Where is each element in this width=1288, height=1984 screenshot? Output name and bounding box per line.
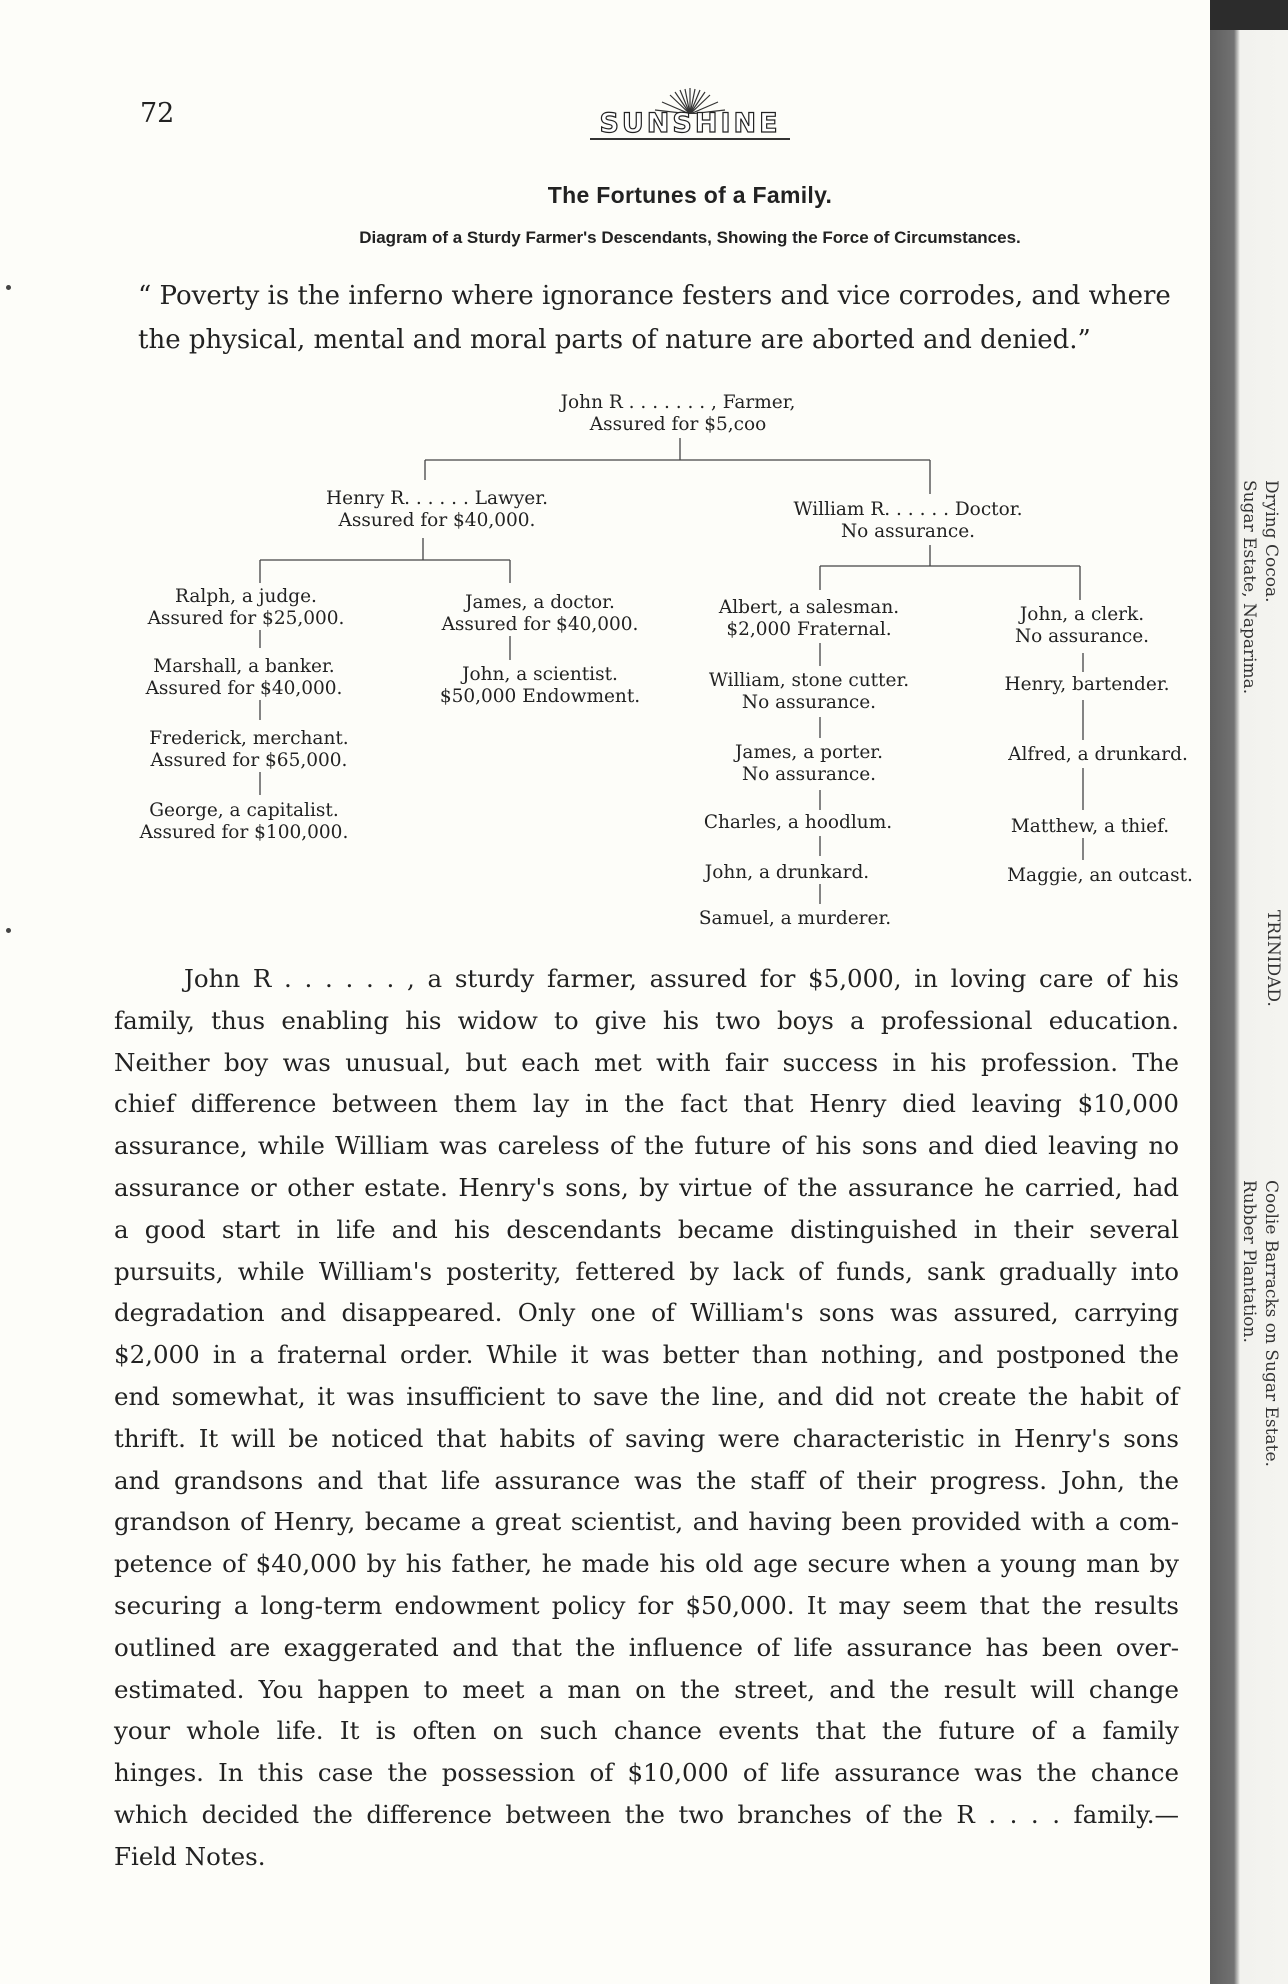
masthead-title: SUNSHINE <box>590 110 790 140</box>
tree-node-john-scientist <box>440 664 640 708</box>
body-line: your whole life. It is often on such chance events that the future of a family <box>114 1716 1179 1746</box>
node-assurance: Assured for $40,000. <box>338 510 536 531</box>
node-name: Albert, a salesman. <box>718 597 900 618</box>
node-name: John R . . . . . . . , Farmer, <box>560 392 796 413</box>
margin-speck <box>6 285 11 290</box>
node-name: William R. . . . . . Doctor. <box>793 499 1023 520</box>
tree-node-samuel <box>699 908 891 930</box>
tree-node-frederick <box>149 728 348 772</box>
margin-speck <box>6 928 11 933</box>
tree-node-maggie <box>1007 865 1193 887</box>
body-line: hinges. In this case the possession of $10,000 of life assurance was the chance <box>114 1758 1179 1788</box>
tree-node-henry-bartender <box>1004 674 1169 696</box>
tree-node-charles <box>704 812 892 834</box>
node-name: James, a porter. <box>735 742 883 763</box>
masthead-logo <box>590 82 790 142</box>
body-line: thrift. It will be noticed that habits of saving were characteristic in Henry's sons <box>114 1423 1179 1453</box>
node-name: William, stone cutter. <box>708 670 910 691</box>
node-assurance: No assurance. <box>1014 626 1150 647</box>
body-line: Field Notes. <box>114 1841 266 1871</box>
side-caption-line: Rubber Plantation. <box>1239 1180 1259 1343</box>
node-assurance: $2,000 Fraternal. <box>726 619 892 640</box>
body-line: degradation and disappeared. Only one of William's sons was assured, carrying <box>114 1298 1179 1328</box>
node-name: Marshall, a banker. <box>153 656 335 677</box>
body-line: John R . . . . . . , a sturdy farmer, assured for $5,000, in loving care of his <box>184 964 1179 993</box>
page-number: 72 <box>140 98 175 129</box>
node-assurance: Assured for $5,coo <box>589 414 767 435</box>
node-assurance: $50,000 Endowment. <box>439 686 641 707</box>
article-body <box>114 958 1179 1878</box>
node-name: Charles, a hoodlum. <box>703 812 893 833</box>
body-line: securing a long-term endowment policy for $50,000. It may seem that the results <box>114 1590 1179 1620</box>
tree-node-john-drunkard <box>705 862 869 884</box>
body-line: end somewhat, it was insufficient to save the line, and did not create the habit of <box>114 1381 1179 1411</box>
body-line: $2,000 in a fraternal order. While it was better than nothing, and postponed the <box>114 1340 1179 1370</box>
tree-node-james-doctor <box>442 592 639 636</box>
tree-node-albert <box>719 597 899 641</box>
side-caption-line: Drying Cocoa. <box>1261 480 1281 603</box>
body-line: Neither boy was unusual, but each met with fair success in his profession. The <box>114 1047 1179 1077</box>
tree-node-ralph <box>148 586 345 630</box>
side-caption-line: Sugar Estate, Naparima. <box>1239 480 1259 695</box>
node-name: John, a clerk. <box>1019 604 1145 625</box>
side-caption-right <box>1238 1180 1282 1560</box>
node-assurance: Assured for $40,000. <box>145 678 343 699</box>
body-line: petence of $40,000 by his father, he made his old age secure when a young man by <box>114 1549 1179 1579</box>
body-line: outlined are exaggerated and that the influence of life assurance has been over- <box>114 1632 1179 1662</box>
node-name: Henry R. . . . . . Lawyer. <box>326 488 548 509</box>
tree-node-william <box>794 499 1023 543</box>
tree-node-william-stone-cutter <box>709 670 909 714</box>
body-line: assurance or other estate. Henry's sons, by virtue of the assurance he carried, had <box>114 1172 1179 1202</box>
node-name: Samuel, a murderer. <box>698 908 892 929</box>
node-assurance: Assured for $40,000. <box>441 614 639 635</box>
side-caption-left <box>1238 480 1282 780</box>
node-name: Matthew, a thief. <box>1010 816 1170 837</box>
body-line: a good start in life and his descendants became distinguished in their several <box>114 1214 1179 1244</box>
tree-node-marshall <box>146 656 343 700</box>
tree-node-henry <box>326 488 548 532</box>
node-assurance: No assurance. <box>840 521 976 542</box>
tree-node-john-clerk <box>1015 604 1149 648</box>
article-subtitle: Diagram of a Sturdy Farmer's Descendants, Showing the Force of Circumstances. <box>359 228 1021 247</box>
node-name: Maggie, an outcast. <box>1007 865 1193 886</box>
body-line: which decided the difference between the two branches of the R . . . . family.— <box>114 1799 1179 1829</box>
node-name: George, a capitalist. <box>149 800 339 821</box>
body-line: pursuits, while William's posterity, fettered by lack of funds, sank gradually into <box>114 1256 1179 1286</box>
epigraph-quote <box>138 274 1208 362</box>
side-caption-trinidad: TRINIDAD. <box>1263 910 1283 1007</box>
node-assurance: No assurance. <box>741 692 877 713</box>
body-line: family, thus enabling his widow to give his two boys a professional education. <box>114 1005 1179 1035</box>
node-assurance: Assured for $65,000. <box>150 750 348 771</box>
tree-node-james-porter <box>735 742 883 786</box>
body-line: assurance, while William was careless of the future of his sons and died leaving no <box>114 1131 1179 1161</box>
node-assurance: Assured for $25,000. <box>147 608 345 629</box>
body-line: estimated. You happen to meet a man on the street, and the result will change <box>114 1674 1179 1704</box>
node-assurance: No assurance. <box>741 764 877 785</box>
node-name: Ralph, a judge. <box>175 586 317 607</box>
body-line: chief difference between them lay in the fact that Henry died leaving $10,000 <box>114 1089 1179 1119</box>
binding-shadow <box>1210 0 1288 30</box>
quote-line: “ Poverty is the inferno where ignorance festers and vice corrodes, and where <box>138 281 1171 311</box>
tree-node-john-r <box>561 392 796 436</box>
node-name: John, a drunkard. <box>704 862 870 883</box>
tree-node-alfred <box>1008 744 1188 766</box>
node-name: John, a scientist. <box>462 664 618 685</box>
node-name: James, a doctor. <box>465 592 615 613</box>
article-title: The Fortunes of a Family. <box>547 182 833 208</box>
body-line: grandson of Henry, became a great scientist, and having been provided with a com- <box>114 1507 1179 1537</box>
node-name: Henry, bartender. <box>1004 674 1170 695</box>
node-name: Frederick, merchant. <box>149 728 349 749</box>
node-name: Alfred, a drunkard. <box>1008 744 1188 765</box>
tree-node-george <box>140 800 349 844</box>
quote-line: the physical, mental and moral parts of nature are aborted and denied.” <box>138 325 1091 355</box>
side-caption-line: Coolie Barracks on Sugar Estate. <box>1261 1180 1281 1467</box>
node-assurance: Assured for $100,000. <box>139 822 349 843</box>
body-line: and grandsons and that life assurance was the staff of their progress. John, the <box>114 1465 1179 1495</box>
tree-node-matthew <box>1011 816 1169 838</box>
